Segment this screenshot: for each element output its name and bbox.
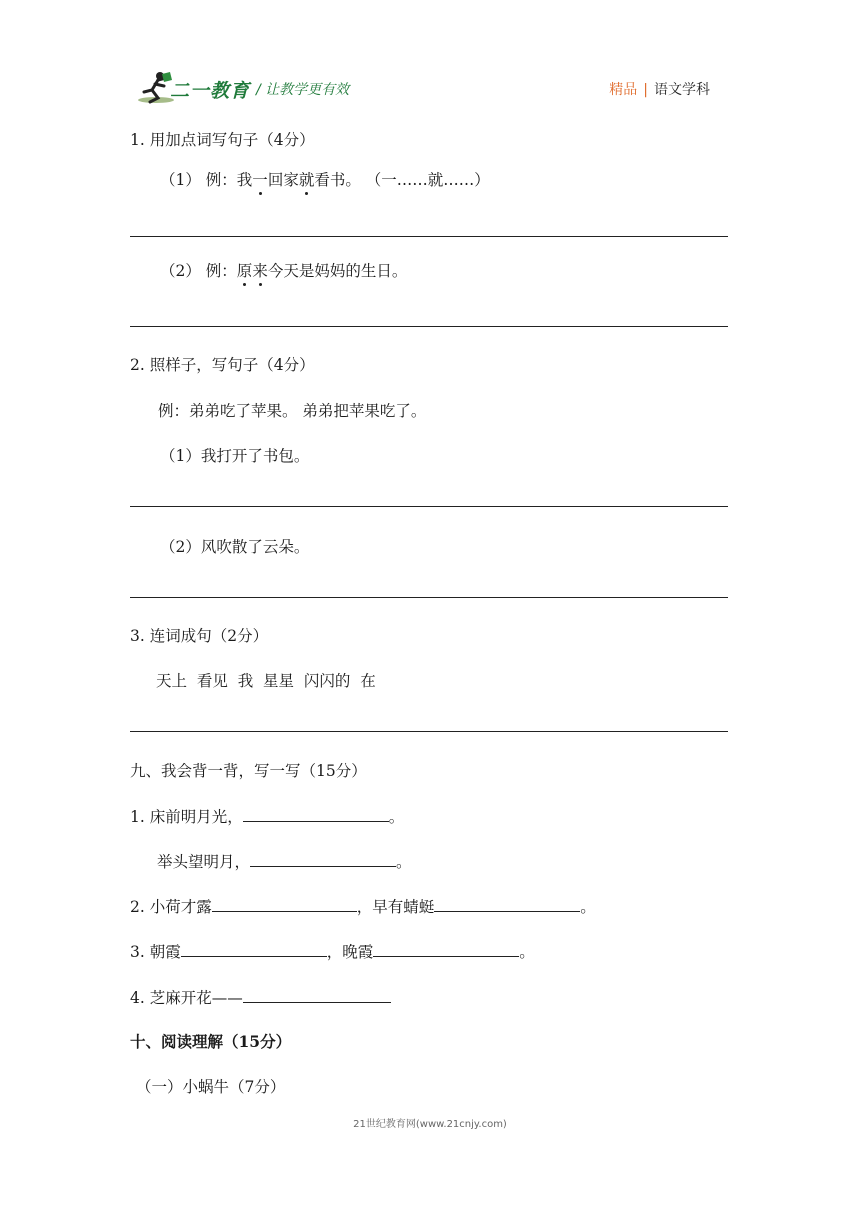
poem-line-3-text-a: 2. 小荷才露 [130, 898, 212, 916]
emphasis-word-2: 就 [298, 171, 315, 189]
logo-text: 二一教育 [170, 80, 251, 102]
poem-line-1-text: 1. 床前明月光， [130, 808, 243, 826]
poem-line-5-text: 4. 芝麻开花—— [130, 989, 243, 1007]
q1-item1-prefix: （1） 例：我 [160, 171, 253, 189]
q2-example: 例：弟弟吃了苹果。 弟弟把苹果吃了。 [158, 402, 427, 420]
q2-item1: （1）我打开了书包。 [160, 447, 310, 465]
fill-blank[interactable] [212, 895, 357, 912]
header-right [609, 79, 710, 99]
poem-line-3 [130, 895, 596, 917]
q1-item2-prefix: （2） 例： [160, 262, 237, 280]
header-divider: | [643, 82, 648, 98]
fill-blank[interactable] [373, 940, 519, 957]
poem-line-4-text-a: 3. 朝霞 [130, 943, 181, 961]
q1-item1 [160, 168, 490, 190]
poem-line-2 [157, 850, 412, 872]
poem-line-1 [130, 805, 404, 827]
q1-item2 [160, 259, 407, 281]
section-10-title: 十、阅读理解（15分） [130, 1032, 292, 1051]
poem-line-5 [130, 986, 391, 1008]
poem-line-1-end: 。 [388, 808, 405, 826]
poem-line-3-text-b: ，早有蜻蜓 [356, 898, 435, 916]
q3-title: 3. 连词成句（2分） [130, 627, 269, 645]
page-header [0, 0, 860, 110]
poem-line-2-end: 。 [396, 853, 412, 871]
fill-blank[interactable] [434, 895, 580, 912]
poem-line-3-end: 。 [580, 898, 596, 916]
q1-item2-suffix: 今天是妈妈的生日。 [267, 262, 408, 280]
answer-line[interactable] [130, 731, 728, 732]
q2-title: 2. 照样子，写句子（4分） [130, 356, 315, 374]
fill-blank[interactable] [181, 940, 327, 957]
q2-item2: （2）风吹散了云朵。 [160, 538, 310, 556]
subject-label: 语文学科 [654, 82, 710, 98]
answer-line[interactable] [130, 597, 728, 598]
answer-line[interactable] [130, 236, 728, 237]
page-footer: 21世纪教育网(www.21cnjy.com) [353, 1119, 507, 1130]
brand-label: 精品 [609, 82, 638, 98]
q1-item1-suffix: 看书。 （一……就……） [314, 171, 490, 189]
poem-line-4 [130, 940, 535, 962]
section-9-title: 九、我会背一背，写一写（15分） [130, 762, 367, 780]
emphasis-word-1: 一 [252, 171, 268, 189]
slogan: / 让教学更有效 [256, 82, 350, 98]
fill-blank[interactable] [243, 805, 389, 822]
answer-line[interactable] [130, 326, 728, 327]
poem-line-4-text-b: ，晚霞 [326, 943, 374, 961]
q3-words: 天上 看见 我 星星 闪闪的 在 [156, 672, 376, 690]
poem-line-4-end: 。 [519, 943, 535, 961]
fill-blank[interactable] [250, 850, 396, 867]
fill-blank[interactable] [243, 986, 391, 1003]
emphasis-word-3: 原 [236, 262, 253, 280]
section-10-subtitle: （一）小蜗牛（7分） [136, 1078, 286, 1096]
poem-line-2-text: 举头望明月， [157, 853, 251, 871]
emphasis-word-4: 来 [252, 262, 268, 280]
q1-title: 1. 用加点词写句子（4分） [130, 131, 315, 149]
answer-line[interactable] [130, 506, 728, 507]
q1-item1-mid: 回家 [267, 171, 299, 189]
